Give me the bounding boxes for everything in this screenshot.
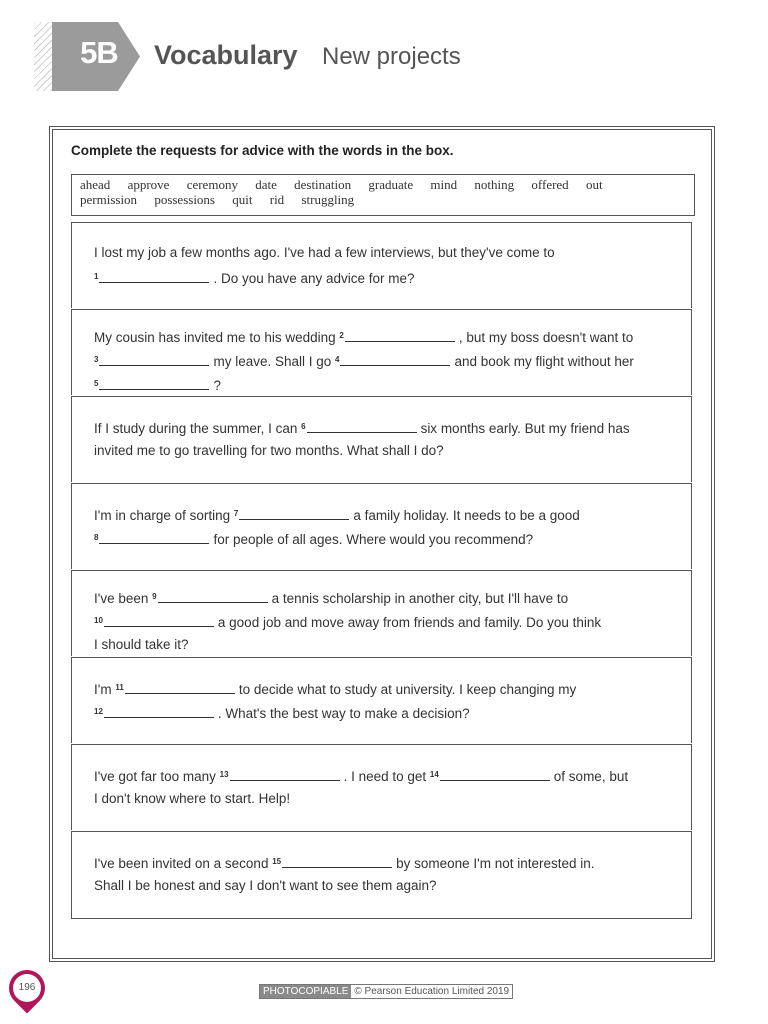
word: quit xyxy=(232,191,253,207)
question-line xyxy=(94,633,189,657)
answer-gap[interactable] xyxy=(430,763,554,789)
question-text: I've been xyxy=(94,591,149,606)
question-text: I'm xyxy=(94,682,112,697)
word-box xyxy=(71,174,695,216)
answer-gap[interactable] xyxy=(272,850,396,876)
question-line xyxy=(94,324,633,350)
answer-blank[interactable] xyxy=(307,420,417,433)
question-line xyxy=(94,439,444,463)
answer-gap[interactable] xyxy=(94,526,213,552)
question-text: . I need to get xyxy=(343,769,427,784)
answer-gap[interactable] xyxy=(234,502,353,528)
answer-blank[interactable] xyxy=(99,270,209,283)
gap-number: 10 xyxy=(94,616,103,625)
question-text: My cousin has invited me to his wedding xyxy=(94,330,336,345)
question-text: and book my flight without her xyxy=(454,354,634,369)
question-text: for people of all ages. Where would you recommend? xyxy=(213,532,534,547)
question-box xyxy=(71,396,692,482)
gap-number: 4 xyxy=(335,355,340,364)
answer-gap[interactable] xyxy=(94,348,213,374)
answer-gap[interactable] xyxy=(339,324,458,350)
question-text: my leave. Shall I go xyxy=(213,354,332,369)
word: struggling xyxy=(301,191,355,207)
copyright-text: © Pearson Education Limited 2019 xyxy=(351,985,512,998)
answer-gap[interactable] xyxy=(220,763,344,789)
question-text: a good job and move away from friends and family. Do you think xyxy=(217,615,602,630)
question-line xyxy=(94,415,630,441)
question-text: If I study during the summer, I can xyxy=(94,421,298,436)
gap-number: 3 xyxy=(94,355,99,364)
question-line xyxy=(94,265,415,291)
question-box xyxy=(71,483,692,569)
gap-number: 7 xyxy=(233,509,239,518)
answer-blank[interactable] xyxy=(104,705,214,718)
question-box xyxy=(71,831,692,919)
answer-blank[interactable] xyxy=(345,329,455,342)
answer-blank[interactable] xyxy=(282,855,392,868)
word: rid xyxy=(269,191,285,207)
question-text: . Do you have any advice for me? xyxy=(213,271,415,286)
word: approve xyxy=(127,177,170,192)
question-text: by someone I'm not interested in. xyxy=(396,856,595,871)
answer-blank[interactable] xyxy=(158,590,268,603)
word-box-row-2 xyxy=(80,193,686,208)
answer-blank[interactable] xyxy=(99,531,209,544)
question-line xyxy=(94,526,533,552)
answer-blank[interactable] xyxy=(104,614,214,627)
answer-blank[interactable] xyxy=(99,377,209,390)
answer-blank[interactable] xyxy=(340,353,450,366)
word: possessions xyxy=(154,191,215,207)
gap-number: 15 xyxy=(272,857,282,866)
question-text: I've been invited on a second xyxy=(94,856,269,871)
question-line xyxy=(94,874,437,898)
question-line xyxy=(94,502,580,528)
question-line xyxy=(94,348,634,374)
gap-number: 11 xyxy=(115,683,124,692)
word: mind xyxy=(430,177,458,192)
instructions: Complete the requests for advice with the words in the box. xyxy=(71,143,454,158)
photocopiable-label: PHOTOCOPIABLE xyxy=(260,985,351,998)
question-text: a tennis scholarship in another city, but I'll have to xyxy=(271,591,569,606)
question-line xyxy=(94,850,595,876)
question-text: of some, but xyxy=(553,769,629,784)
answer-gap[interactable] xyxy=(115,676,238,702)
question-line xyxy=(94,609,601,635)
question-text: Shall I be honest and say I don't want to see them again? xyxy=(94,878,437,893)
unit-code: 5B xyxy=(80,35,118,70)
gap-number: 14 xyxy=(429,770,439,779)
question-line xyxy=(94,676,576,702)
word: destination xyxy=(294,177,352,192)
question-box xyxy=(71,309,692,395)
gap-number: 6 xyxy=(301,422,306,431)
question-line xyxy=(94,372,221,398)
word: ahead xyxy=(80,177,111,192)
question-box xyxy=(71,744,692,830)
question-text: I don't know where to start. Help! xyxy=(94,791,291,806)
answer-gap[interactable] xyxy=(94,609,218,635)
answer-blank[interactable] xyxy=(125,681,235,694)
section-subtitle: New projects xyxy=(322,43,461,70)
gap-number: 9 xyxy=(152,592,157,601)
question-box xyxy=(71,657,692,743)
word: date xyxy=(255,177,277,192)
answer-blank[interactable] xyxy=(99,353,209,366)
word-box-row-1 xyxy=(80,178,686,193)
answer-gap[interactable] xyxy=(94,265,213,291)
question-text: I've got far too many xyxy=(94,769,216,784)
question-line xyxy=(94,241,555,265)
question-text: ? xyxy=(213,378,221,393)
question-box xyxy=(71,222,692,308)
answer-gap[interactable] xyxy=(94,372,213,398)
word: permission xyxy=(80,191,138,207)
question-line xyxy=(94,585,568,611)
gap-number: 12 xyxy=(94,707,103,716)
question-text: , but my boss doesn't want to xyxy=(458,330,634,345)
word: nothing xyxy=(474,177,515,192)
answer-gap[interactable] xyxy=(152,585,271,611)
question-text: invited me to go travelling for two months. What shall I do? xyxy=(94,443,444,458)
gap-number: 2 xyxy=(339,331,344,340)
gap-number: 5 xyxy=(94,379,99,388)
answer-blank[interactable] xyxy=(230,768,340,781)
answer-gap[interactable] xyxy=(94,700,218,726)
gap-number: 1 xyxy=(94,272,99,281)
page-number: 196 xyxy=(18,982,36,993)
question-text: I'm in charge of sorting xyxy=(94,508,231,523)
question-text: six months early. But my friend has xyxy=(420,421,630,436)
question-box xyxy=(71,570,692,656)
question-text: I should take it? xyxy=(94,637,189,652)
answer-gap[interactable] xyxy=(335,348,454,374)
section-title: Vocabulary xyxy=(154,40,298,70)
question-line xyxy=(94,787,290,811)
word: out xyxy=(585,177,603,192)
answer-blank[interactable] xyxy=(239,507,349,520)
word: offered xyxy=(531,177,569,192)
gap-number: 8 xyxy=(94,533,99,542)
answer-gap[interactable] xyxy=(301,415,420,441)
footer-badge xyxy=(259,984,513,999)
answer-blank[interactable] xyxy=(440,768,550,781)
gap-number: 13 xyxy=(219,770,229,779)
word: graduate xyxy=(368,177,414,192)
word: ceremony xyxy=(186,177,238,192)
question-text: to decide what to study at university. I keep changing my xyxy=(238,682,577,697)
question-line xyxy=(94,700,470,726)
question-text: I lost my job a few months ago. I've had a few interviews, but they've come to xyxy=(94,245,555,260)
question-text: a family holiday. It needs to be a good xyxy=(353,508,580,523)
question-line xyxy=(94,763,628,789)
question-text: . What's the best way to make a decision? xyxy=(217,706,470,721)
